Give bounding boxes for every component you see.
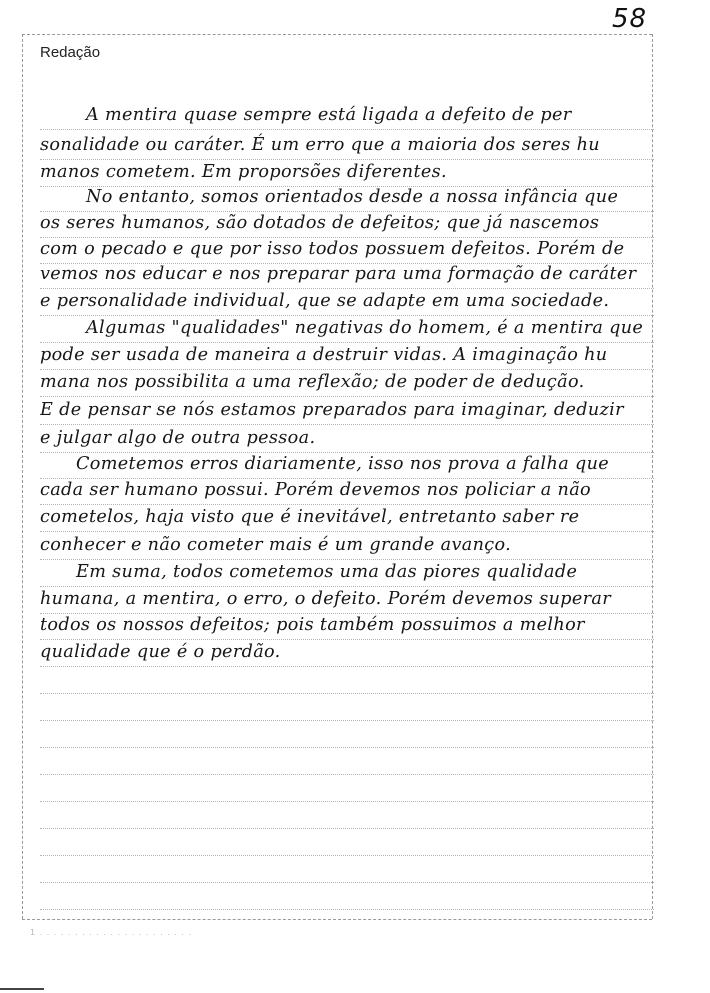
essay-line: humana, a mentira, o erro, o defeito. Porém devemos superar bbox=[40, 584, 654, 614]
blank-line bbox=[40, 664, 654, 694]
blank-line bbox=[40, 826, 654, 856]
left-border bbox=[22, 34, 23, 919]
top-border bbox=[22, 34, 652, 35]
essay-line: cada ser humano possui. Porém devemos nos policiar a não bbox=[40, 475, 654, 505]
page-heading: Redação bbox=[40, 44, 101, 61]
essay-line: manos cometem. Em proporsões diferentes. bbox=[40, 157, 654, 187]
footer-mark bbox=[0, 988, 44, 990]
blank-line bbox=[40, 772, 654, 802]
page-number: 58 bbox=[612, 4, 648, 34]
blank-line bbox=[40, 745, 654, 775]
essay-line: com o pecado e que por isso todos possuem defeitos. Porém de bbox=[40, 234, 654, 264]
blank-line bbox=[40, 853, 654, 883]
essay-line: e julgar algo de outra pessoa. bbox=[40, 423, 654, 453]
essay-line: todos os nossos defeitos; pois também possuimos a melhor bbox=[40, 610, 654, 640]
essay-line: E de pensar se nós estamos preparados para imaginar, deduzir bbox=[40, 395, 654, 425]
essay-line: Algumas "qualidades" negativas do homem, é a mentira que bbox=[40, 313, 654, 343]
essay-line: qualidade que é o perdão. bbox=[40, 637, 654, 667]
footer-text: 1 . . . . . . . . . . . . . . . . . . . . . . bbox=[30, 928, 192, 937]
essay-line: sonalidade ou caráter. É um erro que a maioria dos seres hu bbox=[40, 130, 654, 160]
essay-line: Em suma, todos cometemos uma das piores qualidade bbox=[40, 557, 654, 587]
essay-line: No entanto, somos orientados desde a nossa infância que bbox=[40, 182, 654, 212]
essay-line: pode ser usada de maneira a destruir vidas. A imaginação hu bbox=[40, 340, 654, 370]
blank-line bbox=[40, 880, 654, 910]
blank-line bbox=[40, 799, 654, 829]
essay-line: vemos nos educar e nos preparar para uma formação de caráter bbox=[40, 259, 654, 289]
bottom-border bbox=[22, 919, 652, 920]
essay-line: e personalidade individual, que se adapte em uma sociedade. bbox=[40, 286, 654, 316]
essay-line: os seres humanos, são dotados de defeitos; que já nascemos bbox=[40, 208, 654, 238]
essay-line: cometelos, haja visto que é inevitável, entretanto saber re bbox=[40, 502, 654, 532]
blank-line bbox=[40, 718, 654, 748]
essay-line: A mentira quase sempre está ligada a defeito de per bbox=[40, 100, 654, 130]
essay-line: mana nos possibilita a uma reflexão; de poder de dedução. bbox=[40, 367, 654, 397]
essay-line: conhecer e não cometer mais é um grande avanço. bbox=[40, 530, 654, 560]
essay-line: Cometemos erros diariamente, isso nos prova a falha que bbox=[40, 449, 654, 479]
blank-line bbox=[40, 691, 654, 721]
